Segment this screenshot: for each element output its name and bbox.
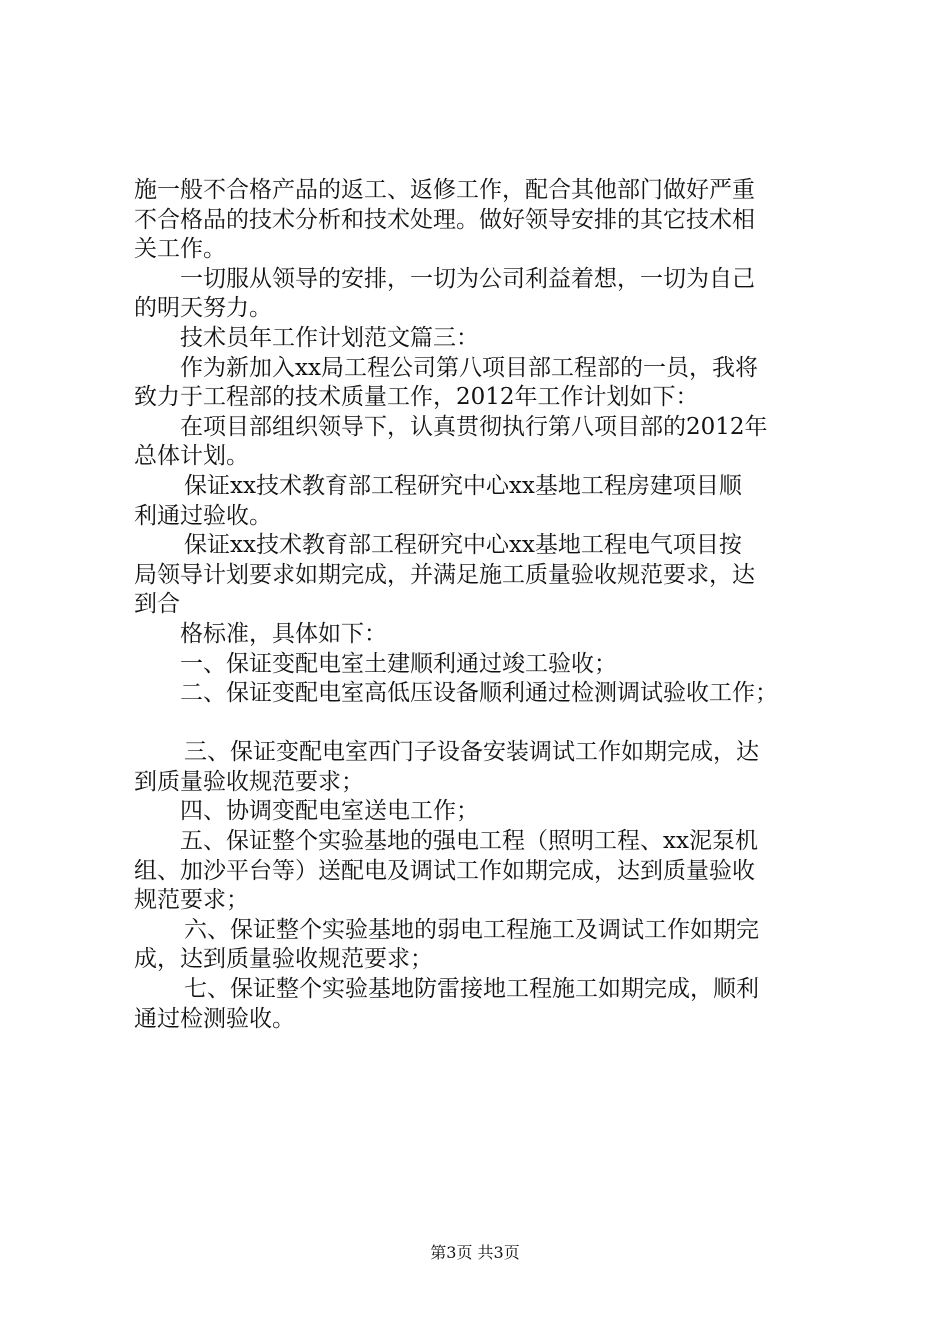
text-line: 规范要求； <box>134 887 249 914</box>
page-number-footer: 第3页 共3页 <box>430 1243 520 1262</box>
text-line: 局领导计划要求如期完成，并满足施工质量验收规范要求，达 <box>134 561 755 588</box>
text-line: 保证xx技术教育部工程研究中心xx基地工程电气项目按 <box>184 532 742 559</box>
text-line: 作为新加入xx局工程公司第八项目部工程部的一员，我将 <box>180 354 758 381</box>
blank-line <box>134 709 834 739</box>
text-line: 格标准，具体如下： <box>180 620 387 647</box>
list-item: 三、保证变配电室西门子设备安装调试工作如期完成，达 <box>184 739 759 766</box>
text-line: 到质量验收规范要求； <box>134 768 364 795</box>
text-line: 致力于工程部的技术质量工作，2012年工作计划如下： <box>134 384 699 411</box>
text-line: 通过检测验收。 <box>134 1005 295 1032</box>
list-item: 七、保证整个实验基地防雷接地工程施工如期完成，顺利 <box>184 976 759 1003</box>
list-item: 六、保证整个实验基地的弱电工程施工及调试工作如期完 <box>184 916 759 943</box>
text-line: 关工作。 <box>134 236 226 263</box>
section-heading: 技术员年工作计划范文篇三： <box>180 324 479 351</box>
document-body <box>134 176 834 1034</box>
text-line: 一切服从领导的安排，一切为公司利益着想，一切为自己 <box>180 265 755 292</box>
text-line: 到合 <box>134 591 180 618</box>
text-line: 总体计划。 <box>134 443 249 470</box>
text-line: 施一般不合格产品的返工、返修工作，配合其他部门做好严重 <box>134 177 755 203</box>
text-line: 组、加沙平台等）送配电及调试工作如期完成，达到质量验收 <box>134 857 755 884</box>
text-line: 保证xx技术教育部工程研究中心xx基地工程房建项目顺 <box>184 472 742 499</box>
text-line: 不合格品的技术分析和技术处理。做好领导安排的其它技术相 <box>134 206 755 233</box>
text-line: 的明天努力。 <box>134 295 272 322</box>
list-item: 二、保证变配电室高低压设备顺利通过检测调试验收工作； <box>180 680 778 707</box>
text-line: 在项目部组织领导下，认真贯彻执行第八项目部的2012年 <box>180 413 768 440</box>
text-line: 成，达到质量验收规范要求； <box>134 946 433 973</box>
list-item: 四、协调变配电室送电工作； <box>180 798 479 825</box>
text-line: 利通过验收。 <box>134 502 272 529</box>
list-item: 五、保证整个实验基地的强电工程（照明工程、xx泥泵机 <box>180 828 758 855</box>
list-item: 一、保证变配电室土建顺利通过竣工验收； <box>180 650 617 677</box>
